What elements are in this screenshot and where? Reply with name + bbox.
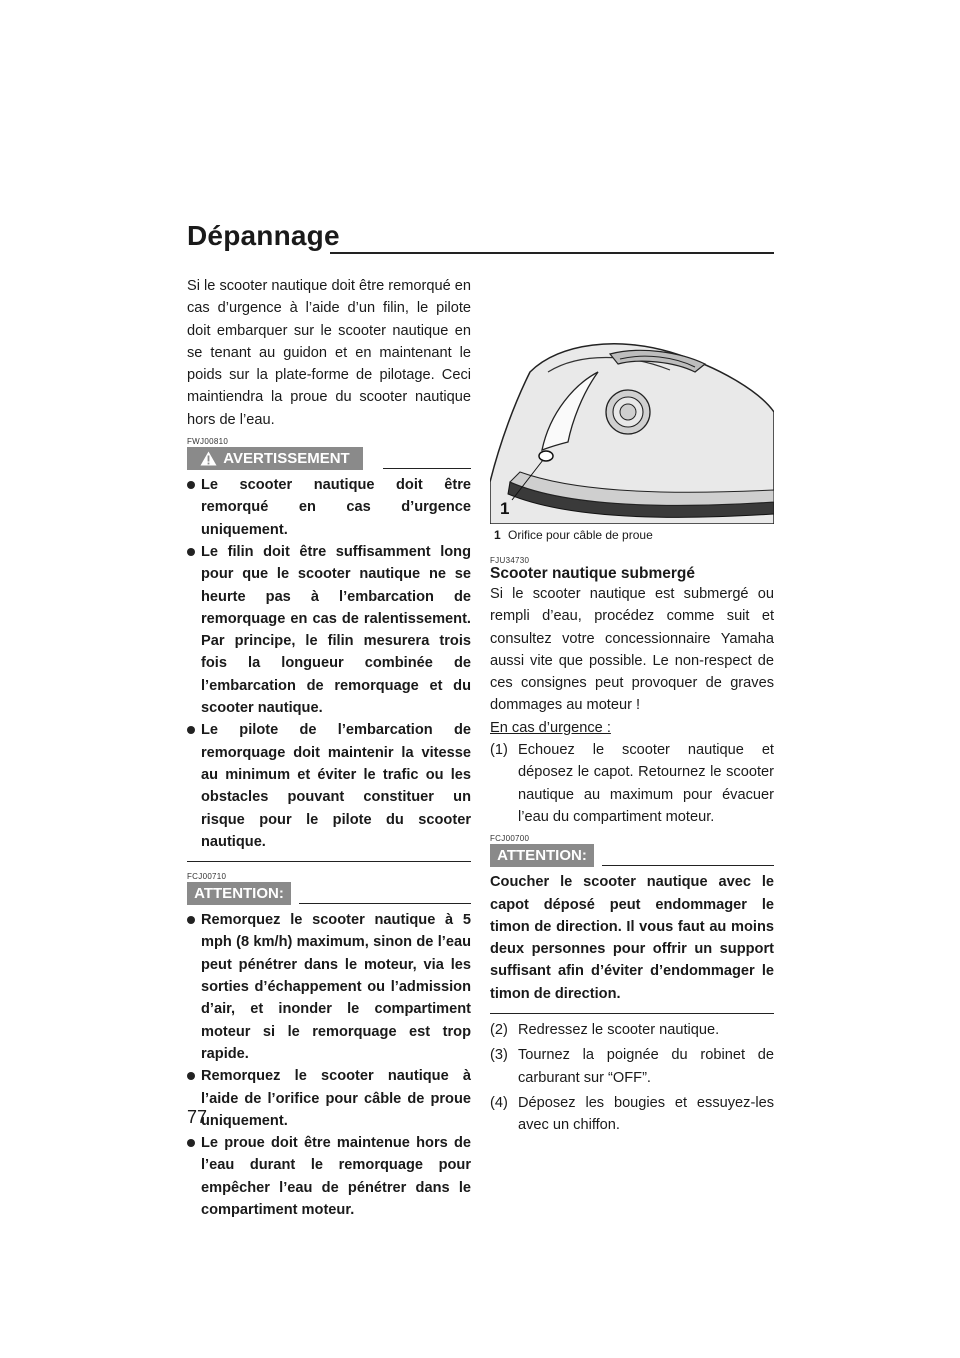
bullet-icon xyxy=(187,916,195,924)
bullet-icon xyxy=(187,1139,195,1147)
bullet-icon xyxy=(187,726,195,734)
step-number: (1) xyxy=(490,742,508,759)
bullet-icon xyxy=(187,1072,195,1080)
warning-item xyxy=(187,719,471,853)
attention-item xyxy=(187,909,471,1065)
figure-caption xyxy=(490,528,774,542)
warning-item-text: Le scooter nautique doit être remorqué en cas d’urgence uniquement. xyxy=(201,477,471,538)
attention-item-text: Le proue doit être maintenue hors de l’eau durant le remorquage pour empêcher l’eau de pénétrer dans le compartiment moteur. xyxy=(201,1135,471,1218)
attention-code: FCJ00710 xyxy=(187,872,227,882)
page-title: Dépannage xyxy=(187,220,340,251)
step-item xyxy=(490,1092,774,1137)
bullet-icon xyxy=(187,548,195,556)
attention-header-rule xyxy=(299,903,471,904)
attention-item xyxy=(187,1065,471,1132)
attention-item-text: Remorquez le scooter nautique à 5 mph (8 km/h) maximum, sinon de l’eau peut pénétrer dans le moteur, via les sorties d’échappement ou l’admission d’air, et inonder le compartiment moteur si le remorquage est trop rapide. xyxy=(201,912,471,1062)
left-column xyxy=(187,275,471,1221)
step-number: (2) xyxy=(490,1022,508,1039)
caption-text: Orifice pour câble de proue xyxy=(508,528,653,542)
steps-list-first xyxy=(490,739,774,828)
attention-text-2: Coucher le scooter nautique avec le capot déposé peut endommager le timon de direction. Il vous faut au moins deux personnes pour offrir un support suffisant afin d’éviter d’endommager le timon de direction. xyxy=(490,874,774,1002)
attention-header-rule-2 xyxy=(602,865,774,866)
warning-badge xyxy=(187,447,363,470)
warning-label: AVERTISSEMENT xyxy=(223,450,350,468)
step-text: Tournez la poignée du robinet de carburant sur “OFF”. xyxy=(518,1047,774,1086)
submerged-intro-paragraph: Si le scooter nautique est submergé ou rempli d’eau, procédez comme suit et consultez votre concessionnaire Yamaha aussi vite que possible. Le non-respect de ces consignes peut provoquer de graves dommages au moteur ! xyxy=(490,586,774,714)
warning-item-text: Le pilote de l’embarcation de remorquage doit maintenir la vitesse au minimum et éviter le trafic ou les obstacles pouvant constituer un risque pour le pilote du scooter nautique. xyxy=(201,722,471,850)
steps-list-rest xyxy=(490,1019,774,1136)
step-item xyxy=(490,739,774,828)
step-item xyxy=(490,1044,774,1089)
step-number: (3) xyxy=(490,1047,508,1064)
warning-code: FWJ00810 xyxy=(187,437,229,447)
attention-header xyxy=(187,882,471,906)
warning-header xyxy=(187,447,471,471)
right-column xyxy=(490,320,774,1137)
towing-intro-paragraph: Si le scooter nautique doit être remorqué en cas d’urgence à l’aide d’un filin, le pilote doit embarquer sur le scooter nautique en se tenant au guidon et en maintenant le poids sur la plate-forme de pilotage. Ceci maintiendra la proue du scooter nautique hors de l’eau. xyxy=(187,278,471,428)
attention-code-2: FCJ00700 xyxy=(490,834,530,844)
warning-header-rule xyxy=(383,468,471,469)
attention-header-2 xyxy=(490,844,774,868)
bow-eye-figure xyxy=(490,332,774,524)
warning-list xyxy=(187,474,471,853)
bullet-icon xyxy=(187,481,195,489)
figure-callout-number: 1 xyxy=(500,499,510,518)
section-title: Scooter nautique submergé xyxy=(490,565,695,582)
warning-triangle-icon xyxy=(200,451,217,466)
step-number: (4) xyxy=(490,1094,508,1111)
title-rule xyxy=(330,252,774,254)
attention-item-text: Remorquez le scooter nautique à l’aide de l’orifice pour câble de proue uniquement. xyxy=(201,1068,471,1129)
warning-item xyxy=(187,541,471,719)
step-text: Echouez le scooter nautique et déposez le capot. Retournez le scooter nautique au maximum pour évacuer l’eau du compartiment moteur. xyxy=(518,742,774,825)
step-text: Redressez le scooter nautique. xyxy=(518,1022,720,1039)
warning-item xyxy=(187,474,471,541)
warning-end-rule xyxy=(187,861,471,862)
emergency-label: En cas d’urgence : xyxy=(490,719,611,736)
step-text: Déposez les bougies et essuyez-les avec un chiffon. xyxy=(518,1094,774,1134)
warning-item-text: Le filin doit être suffisamment long pour que le scooter nautique ne se heurte pas à l’embarcation de remorquage en cas de ralentissement. Par principe, le filin mesurera trois fois la longueur combinée de l’embarcation de remorquage et du scooter nautique. xyxy=(201,543,471,717)
attention-badge: ATTENTION: xyxy=(187,882,291,905)
attention-list xyxy=(187,909,471,1221)
attention-badge-2: ATTENTION: xyxy=(490,844,594,867)
section-code: FJU34730 xyxy=(490,556,530,565)
attention-item xyxy=(187,1132,471,1221)
page-number: 77 xyxy=(187,1107,208,1127)
jetski-bow-illustration xyxy=(490,332,774,524)
step-item xyxy=(490,1019,774,1041)
caption-number: 1 xyxy=(494,528,501,542)
